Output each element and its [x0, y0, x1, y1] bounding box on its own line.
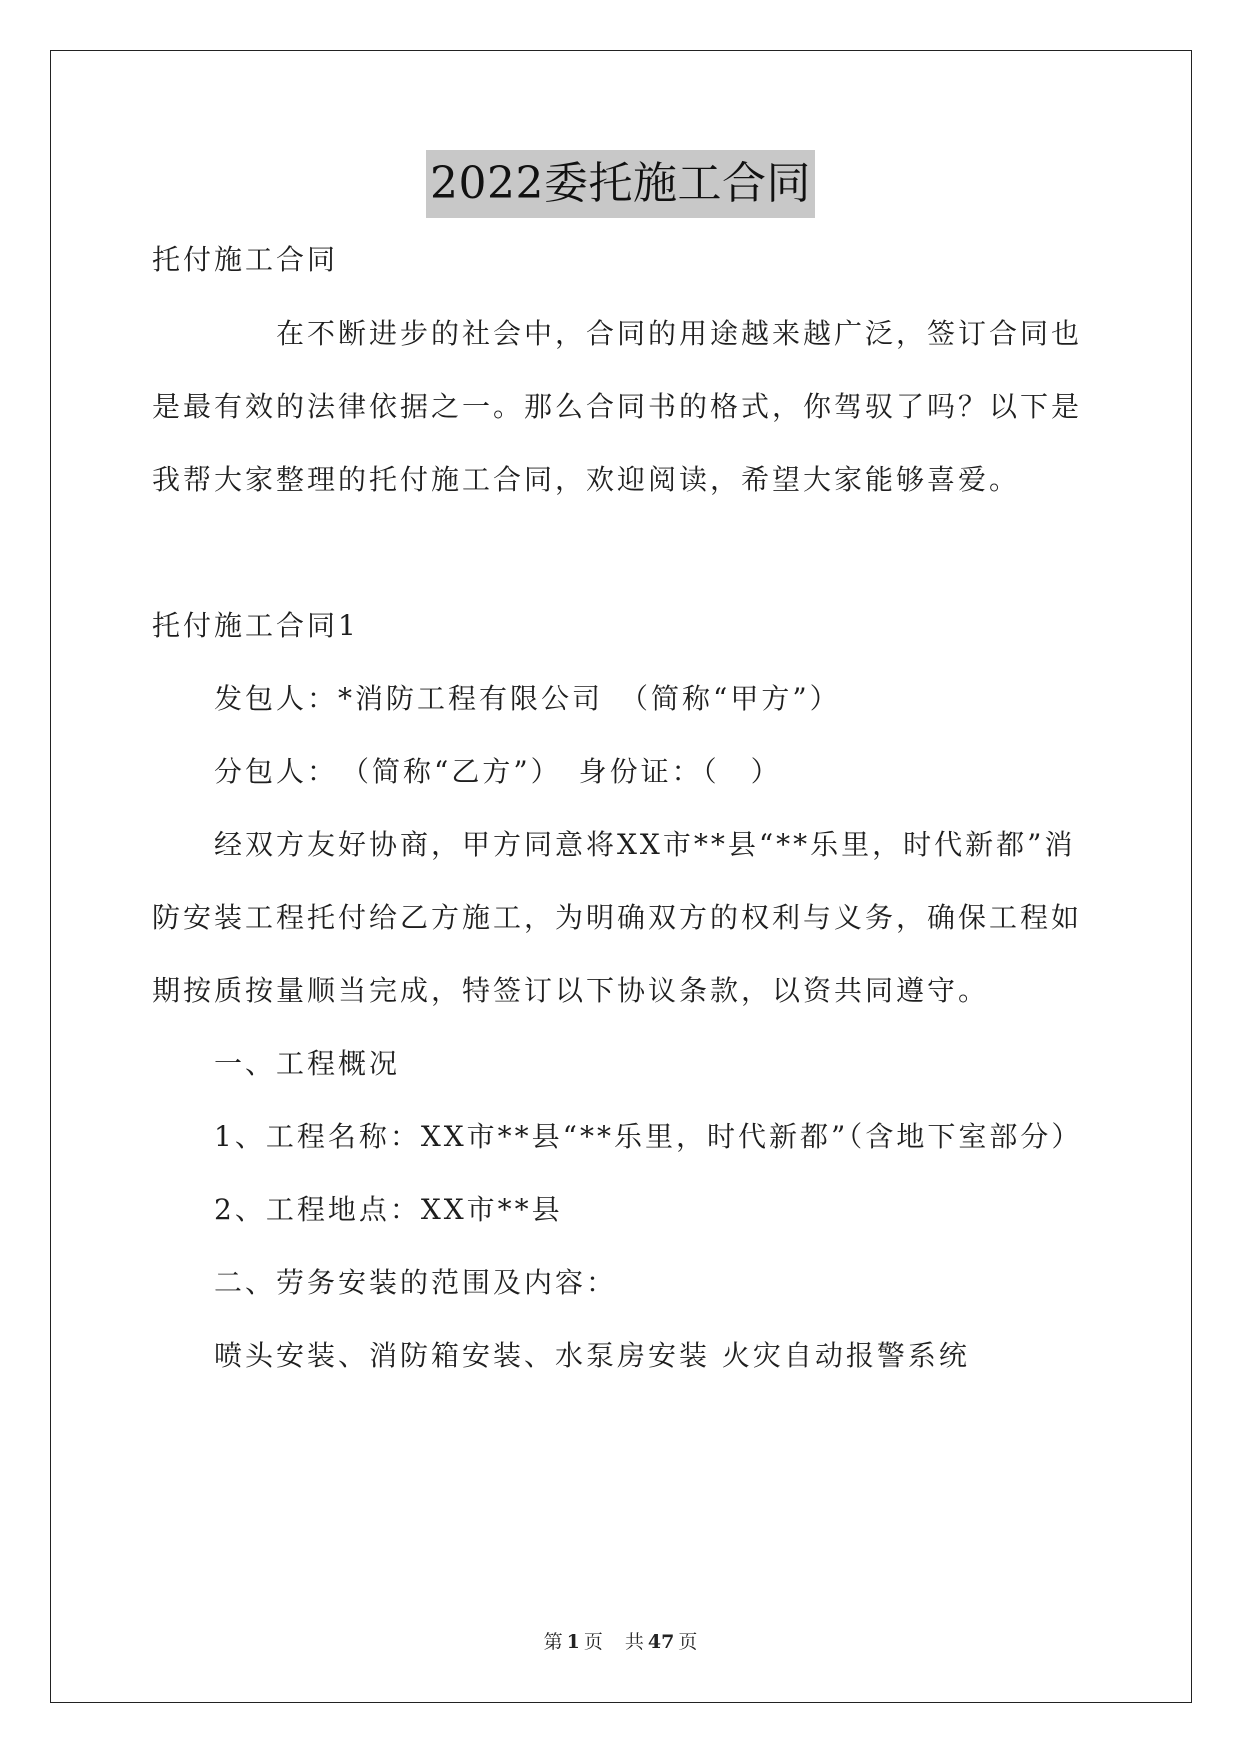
- section-heading: 托付施工合同1: [152, 609, 359, 642]
- page-unit: 页: [583, 1631, 603, 1653]
- document-title: 2022委托施工合同: [426, 150, 815, 218]
- total-prefix: 共: [624, 1631, 644, 1653]
- clause-1-item-2: 2、工程地点：XX市**县: [214, 1193, 563, 1226]
- party-a: 发包人：*消防工程有限公司 （简称“甲方”）: [214, 682, 841, 715]
- agreement-line-3: 期按质按量顺当完成，特签订以下协议条款，以资共同遵守。: [152, 974, 990, 1007]
- clause-2-text: 喷头安装、消防箱安装、水泵房安装 火灾自动报警系统: [214, 1339, 970, 1372]
- page-prefix: 第: [543, 1631, 563, 1653]
- agreement-line-1: 经双方友好协商，甲方同意将XX市**县“**乐里，时代新都”消: [214, 828, 1076, 861]
- intro-line-3: 我帮大家整理的托付施工合同，欢迎阅读，希望大家能够喜爱。: [152, 463, 1021, 496]
- agreement-line-2: 防安装工程托付给乙方施工，为明确双方的权利与义务，确保工程如: [152, 901, 1083, 934]
- clause-1-heading: 一、工程概况: [214, 1047, 401, 1080]
- total-unit: 页: [678, 1631, 698, 1653]
- intro-line-2: 是最有效的法律依据之一。那么合同书的格式，你驾驭了吗？以下是: [152, 390, 1083, 423]
- title-block: [0, 150, 1241, 218]
- clause-1-item-1: 1、工程名称：XX市**县“**乐里，时代新都”（含地下室部分）: [214, 1120, 1083, 1153]
- page-total: 47: [647, 1631, 675, 1653]
- party-b: 分包人： （简称“乙方”） 身份证：（ ）: [214, 755, 782, 788]
- page-footer: [0, 1630, 1241, 1654]
- clause-2-heading: 二、劳务安装的范围及内容：: [214, 1266, 618, 1299]
- page-current: 1: [566, 1631, 580, 1653]
- subtitle: 托付施工合同: [152, 243, 339, 276]
- intro-line-1: 在不断进步的社会中，合同的用途越来越广泛，签订合同也: [276, 317, 1083, 350]
- page-border: [50, 50, 1192, 1703]
